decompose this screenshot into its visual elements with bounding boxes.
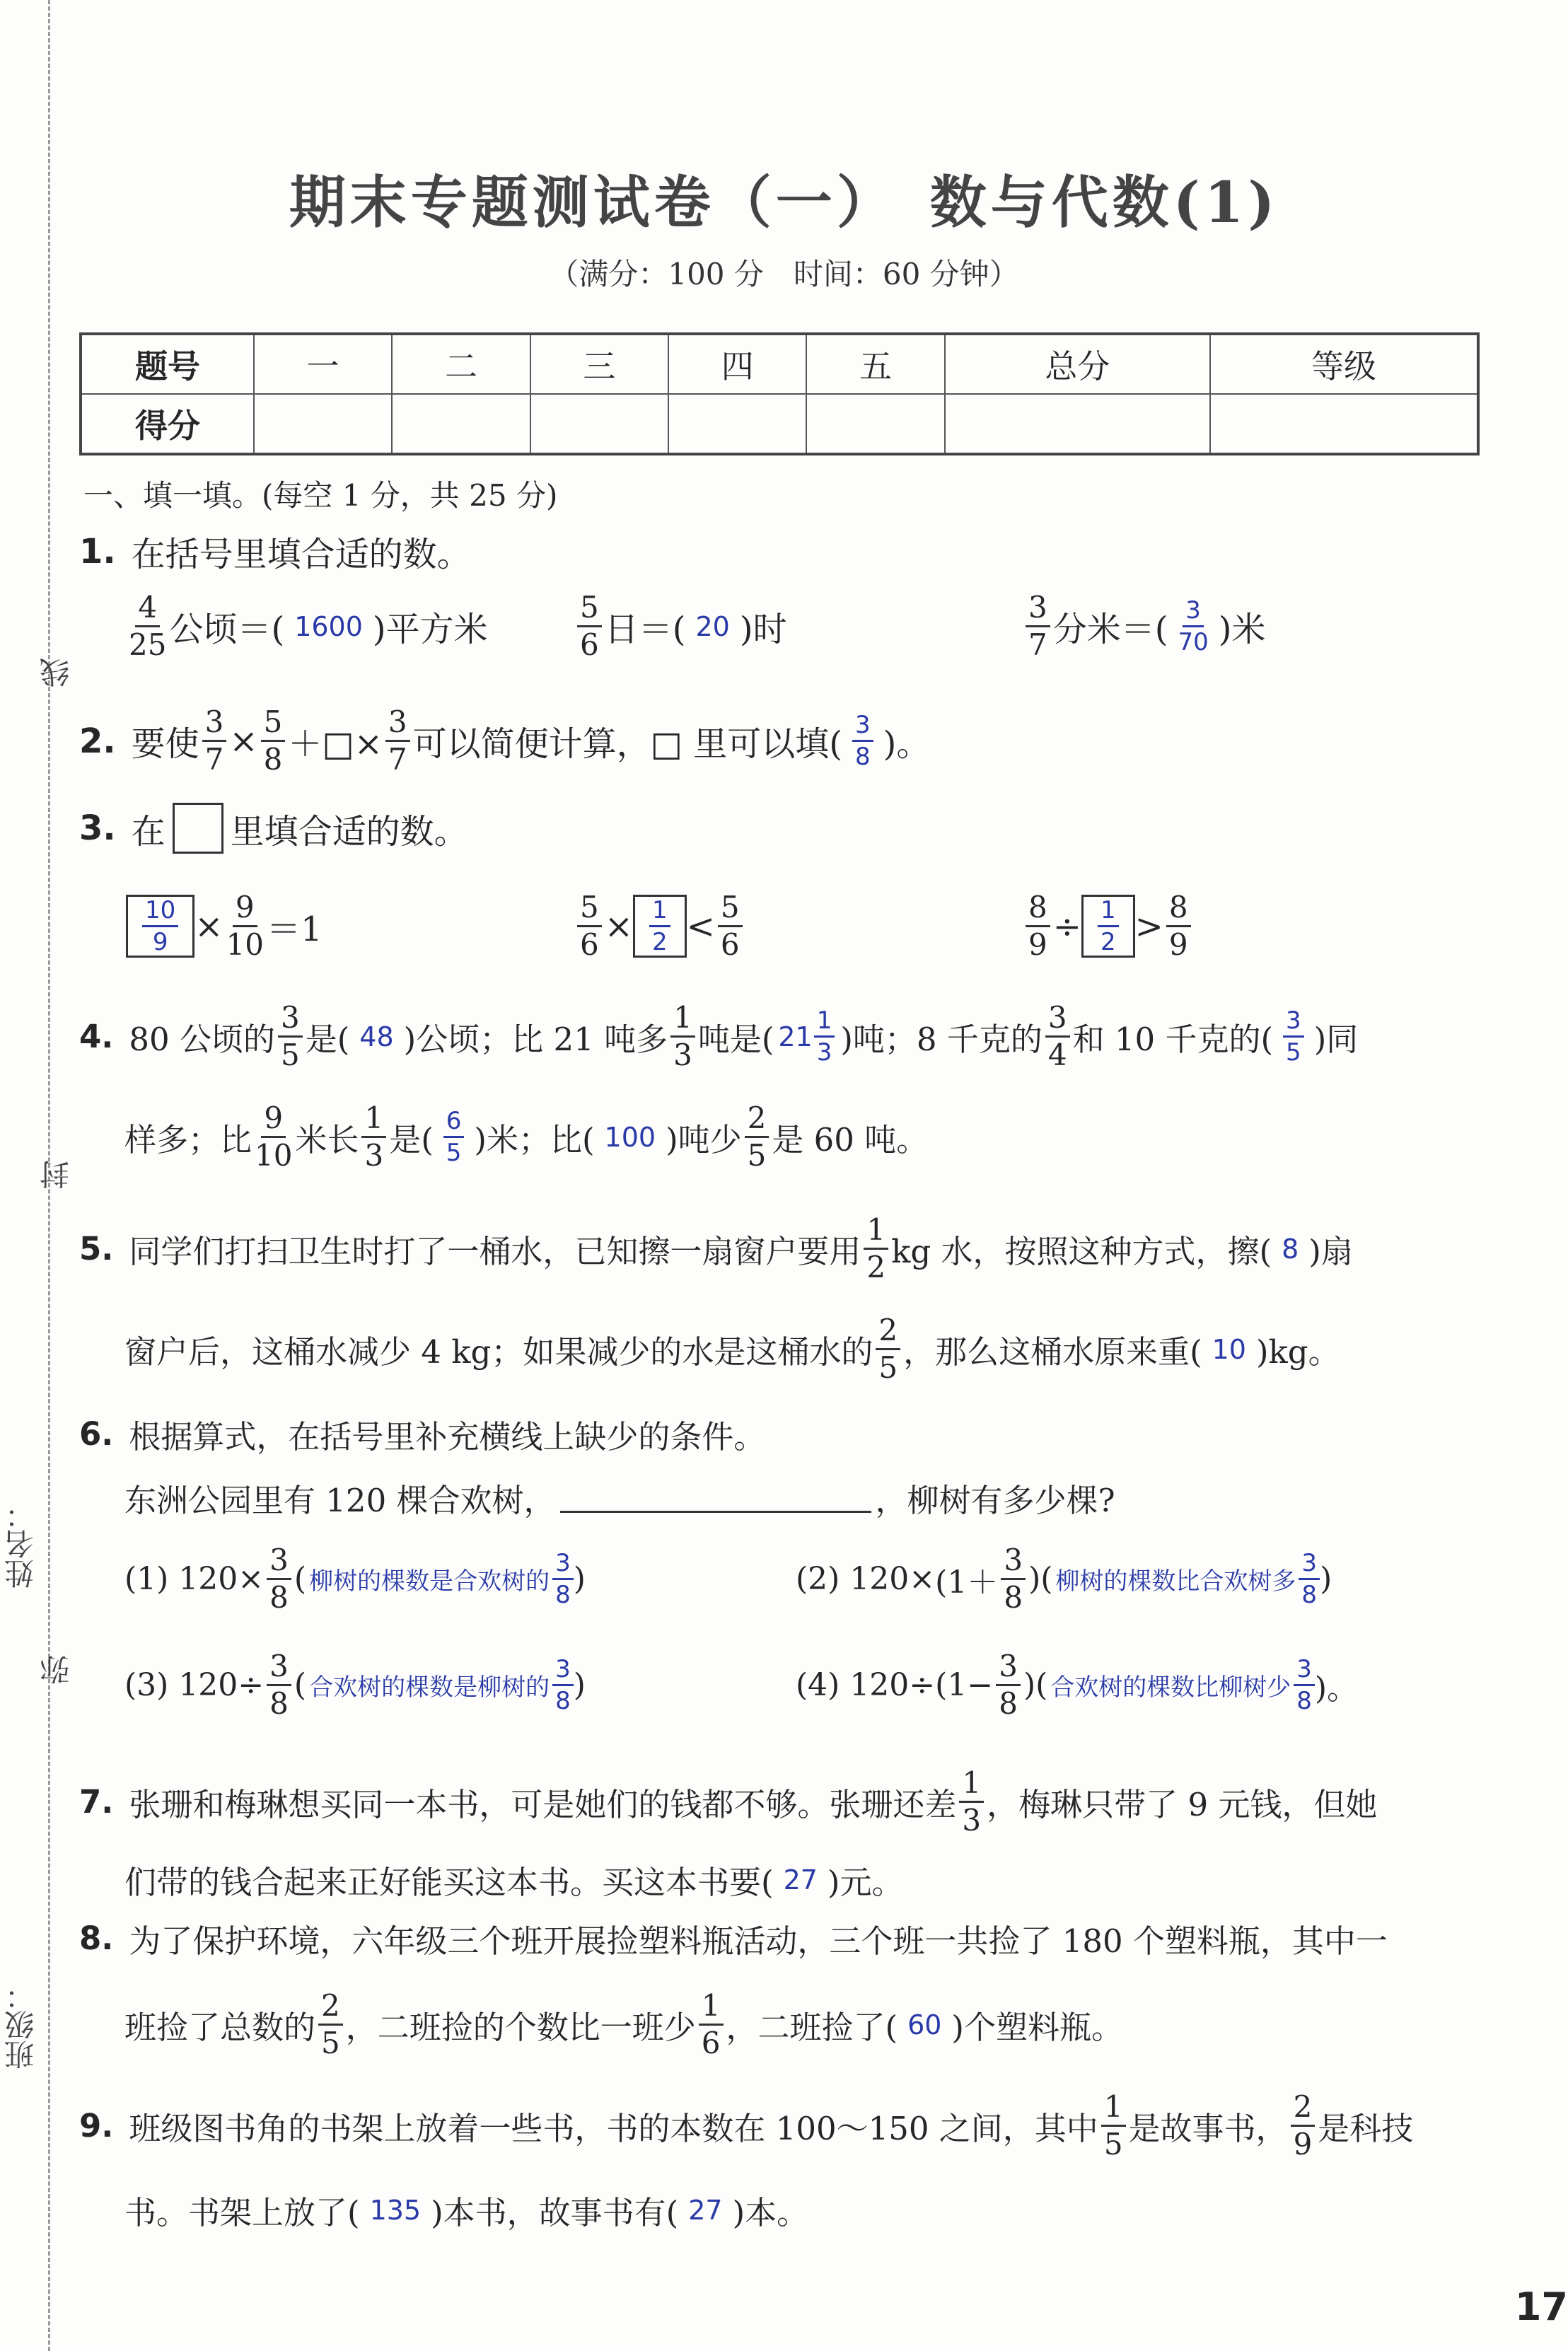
question-number: 2. bbox=[79, 721, 116, 761]
answer-fraction: $\frac{3}{8}$ bbox=[1294, 1657, 1315, 1713]
score-cell[interactable] bbox=[806, 394, 944, 454]
answer[interactable]: 8 bbox=[1282, 1233, 1299, 1265]
q1-part-b: $\frac{5}{6}$ 日＝( 20 )时 bbox=[574, 593, 787, 660]
score-col: 二 bbox=[392, 334, 530, 394]
score-table-label: 题号 bbox=[81, 334, 254, 394]
side-label-mi: 弥 bbox=[39, 1655, 74, 1685]
q5-line-1: 5. 同学们打扫卫生时打了一桶水，已知擦一扇窗户要用 $\frac{1}{2}$ kg 水，按照这种方式，擦( 8 )扇 bbox=[79, 1212, 1353, 1284]
fraction: $\frac{4}{25}$ bbox=[129, 590, 167, 662]
q9-line-2: 书。书架上放了( 135 )本书，故事书有( 27 )本。 bbox=[124, 2194, 809, 2231]
answer[interactable]: $\frac{1}{2}$ bbox=[649, 898, 670, 954]
answer[interactable]: 合欢树的棵数是柳树的 bbox=[309, 1673, 550, 1702]
question-number: 9. bbox=[79, 2107, 114, 2144]
q9-line-1: 9. 班级图书角的书架上放着一些书，书的本数在 100～150 之间，其中 $\frac{1}{5}$ 是故事书， $\frac{2}{9}$ 是科技 bbox=[79, 2089, 1414, 2161]
q1-part-a: $\frac{4}{25}$ 公顷＝( 1600 )平方米 bbox=[129, 590, 488, 662]
question-number: 4. bbox=[79, 1018, 114, 1055]
q1-part-c: $\frac{3}{7}$ 分米＝( $\frac{3}{70}$ )米 bbox=[1023, 593, 1265, 660]
score-cell[interactable] bbox=[254, 394, 392, 454]
answer[interactable]: 48 bbox=[359, 1021, 394, 1052]
answer[interactable]: 合欢树的棵数比柳树少 bbox=[1050, 1673, 1291, 1702]
answer[interactable]: 柳树的棵数是合欢树的 bbox=[309, 1567, 550, 1596]
answer[interactable]: 27 bbox=[783, 1864, 818, 1896]
fraction: $\frac{3}{7}$ bbox=[1026, 593, 1050, 660]
condition-blank[interactable] bbox=[560, 1482, 871, 1513]
score-cell[interactable] bbox=[1210, 394, 1478, 454]
q8-line-2: 班捡了总数的 $\frac{2}{5}$ ，二班捡的个数比一班少 $\frac{1}{6}$ ，二班捡了( 60 )个塑料瓶。 bbox=[124, 1988, 1123, 2060]
question-number: 1. bbox=[79, 531, 116, 571]
score-table-label: 得分 bbox=[81, 394, 254, 454]
answer-fraction: $\frac{3}{8}$ bbox=[1299, 1551, 1320, 1607]
question-number: 8. bbox=[79, 1920, 114, 1957]
question-number: 7. bbox=[79, 1783, 114, 1821]
page-number: 17 bbox=[1514, 2285, 1568, 2329]
answer[interactable]: 100 bbox=[604, 1121, 656, 1153]
answer-fraction: $\frac{3}{8}$ bbox=[552, 1657, 574, 1713]
score-col: 总分 bbox=[945, 334, 1210, 394]
question-number: 6. bbox=[79, 1415, 114, 1453]
score-cell[interactable] bbox=[530, 394, 668, 454]
answer[interactable]: 柳树的棵数比合欢树多 bbox=[1055, 1567, 1296, 1596]
answer[interactable]: 20 bbox=[695, 610, 730, 642]
q6-story: 东洲公园里有 120 棵合欢树， ，柳树有多少棵? bbox=[124, 1482, 1115, 1519]
q6-part-1: (1) 120× $\frac{3}{8}$ ( 柳树的棵数是合欢树的 $\frac{3}{8}$ ) bbox=[124, 1543, 586, 1615]
page-title: 期末专题测试卷（一） 数与代数(1) bbox=[289, 169, 1279, 236]
answer[interactable]: 60 bbox=[907, 2009, 942, 2041]
score-cell[interactable] bbox=[668, 394, 806, 454]
q4-line-2: 样多；比 $\frac{9}{10}$ 米长 $\frac{1}{3}$ 是( $\frac{6}{5}$ )米；比( 100 )吨少 $\frac{2}{5}$ 是 60 吨。 bbox=[124, 1101, 929, 1173]
answer[interactable]: $\frac{1}{2}$ bbox=[1098, 898, 1119, 954]
question-number: 3. bbox=[79, 808, 116, 848]
page-subtitle: （满分：100 分 时间：60 分钟） bbox=[549, 257, 1019, 291]
q6-part-4: (4) 120÷ (1− $\frac{3}{8}$ ) ( 合欢树的棵数比柳树少 $\frac{3}{8}$ )。 bbox=[796, 1649, 1359, 1721]
q3-part-a: $\frac{10}{9}$ × $\frac{9}{10}$ ＝1 bbox=[126, 893, 322, 960]
q5-line-2: 窗户后，这桶水减少 4 kg；如果减少的水是这桶水的 $\frac{2}{5}$ ，那么这桶水原来重( 10 )kg。 bbox=[124, 1313, 1340, 1385]
q1-header bbox=[79, 527, 471, 576]
section-heading: 一、填一填。(每空 1 分，共 25 分) bbox=[83, 478, 558, 513]
answer[interactable]: 21 $\frac{1}{3}$ bbox=[778, 1009, 836, 1064]
answer[interactable]: 1600 bbox=[294, 610, 363, 642]
score-table bbox=[79, 332, 1480, 455]
q3-part-b: $\frac{5}{6}$ × $\frac{1}{2}$ < $\frac{5}{6}$ bbox=[574, 893, 745, 960]
answer[interactable]: $\frac{3}{8}$ bbox=[852, 713, 873, 769]
score-table-header-row bbox=[81, 334, 1478, 394]
answer[interactable]: 135 bbox=[369, 2194, 422, 2226]
question-number: 5. bbox=[79, 1230, 114, 1267]
q4-line-1: 4. 80 公顷的 $\frac{3}{5}$ 是( 48 )公顷；比 21 吨多 $\frac{1}{3}$ 吨是( 21 $\frac{1}{3}$ )吨；8 千克的 $\frac{3}{4}$ 和 10 千克的( $\frac{3}{5}$ )同 bbox=[79, 1000, 1359, 1072]
answer[interactable]: 10 bbox=[1212, 1333, 1246, 1365]
answer[interactable]: 27 bbox=[688, 2194, 723, 2226]
q3-part-c: $\frac{8}{9}$ ÷ $\frac{1}{2}$ > $\frac{8}{9}$ bbox=[1023, 893, 1194, 960]
score-cell[interactable] bbox=[392, 394, 530, 454]
answer-fraction: $\frac{3}{8}$ bbox=[552, 1551, 574, 1607]
side-label-name: 姓名： bbox=[4, 1499, 38, 1589]
fraction: $\frac{5}{6}$ bbox=[577, 593, 602, 660]
q7-line-2: 们带的钱合起来正好能买这本书。买这本书要( 27 )元。 bbox=[124, 1864, 904, 1901]
q3-header: 3. 在 里填合适的数。 bbox=[79, 803, 468, 854]
answer[interactable]: $\frac{3}{5}$ bbox=[1283, 1009, 1304, 1064]
q2-line: 2. 要使 $\frac{3}{7}$ × $\frac{5}{8}$ ＋□× $\frac{3}{7}$ 可以简便计算，□ 里可以填( $\frac{3}{8}$ )。 bbox=[79, 704, 931, 777]
side-label-class: 班级： bbox=[4, 1980, 38, 2070]
score-col: 三 bbox=[530, 334, 668, 394]
score-col: 五 bbox=[806, 334, 944, 394]
side-label-xian: 线 bbox=[39, 658, 74, 687]
side-label-feng: 封 bbox=[39, 1160, 74, 1190]
score-table-score-row bbox=[81, 394, 1478, 454]
answer[interactable]: $\frac{6}{5}$ bbox=[443, 1109, 465, 1165]
empty-box bbox=[173, 803, 223, 854]
score-col: 四 bbox=[668, 334, 806, 394]
answer[interactable]: $\frac{3}{70}$ bbox=[1178, 596, 1209, 656]
q6-part-2: (2) 120× (1＋ $\frac{3}{8}$ ) ( 柳树的棵数比合欢树多 $\frac{3}{8}$ ) bbox=[796, 1543, 1332, 1615]
q8-line-1: 8. 为了保护环境，六年级三个班开展捡塑料瓶活动，三个班一共捡了 180 个塑料瓶，其中一 bbox=[79, 1920, 1388, 1960]
q6-header: 6. 根据算式，在括号里补充横线上缺少的条件。 bbox=[79, 1415, 766, 1456]
answer[interactable]: $\frac{10}{9}$ bbox=[142, 898, 178, 954]
q7-line-1: 7. 张珊和梅琳想买同一本书，可是她们的钱都不够。张珊还差 $\frac{1}{3}$ ，梅琳只带了 9 元钱，但她 bbox=[79, 1765, 1378, 1838]
score-col: 一 bbox=[254, 334, 392, 394]
score-col: 等级 bbox=[1210, 334, 1478, 394]
question-text: 在括号里填合适的数。 bbox=[131, 535, 471, 574]
q6-part-3: (3) 120÷ $\frac{3}{8}$ ( 合欢树的棵数是柳树的 $\frac{3}{8}$ ) bbox=[124, 1649, 586, 1721]
score-cell[interactable] bbox=[945, 394, 1210, 454]
